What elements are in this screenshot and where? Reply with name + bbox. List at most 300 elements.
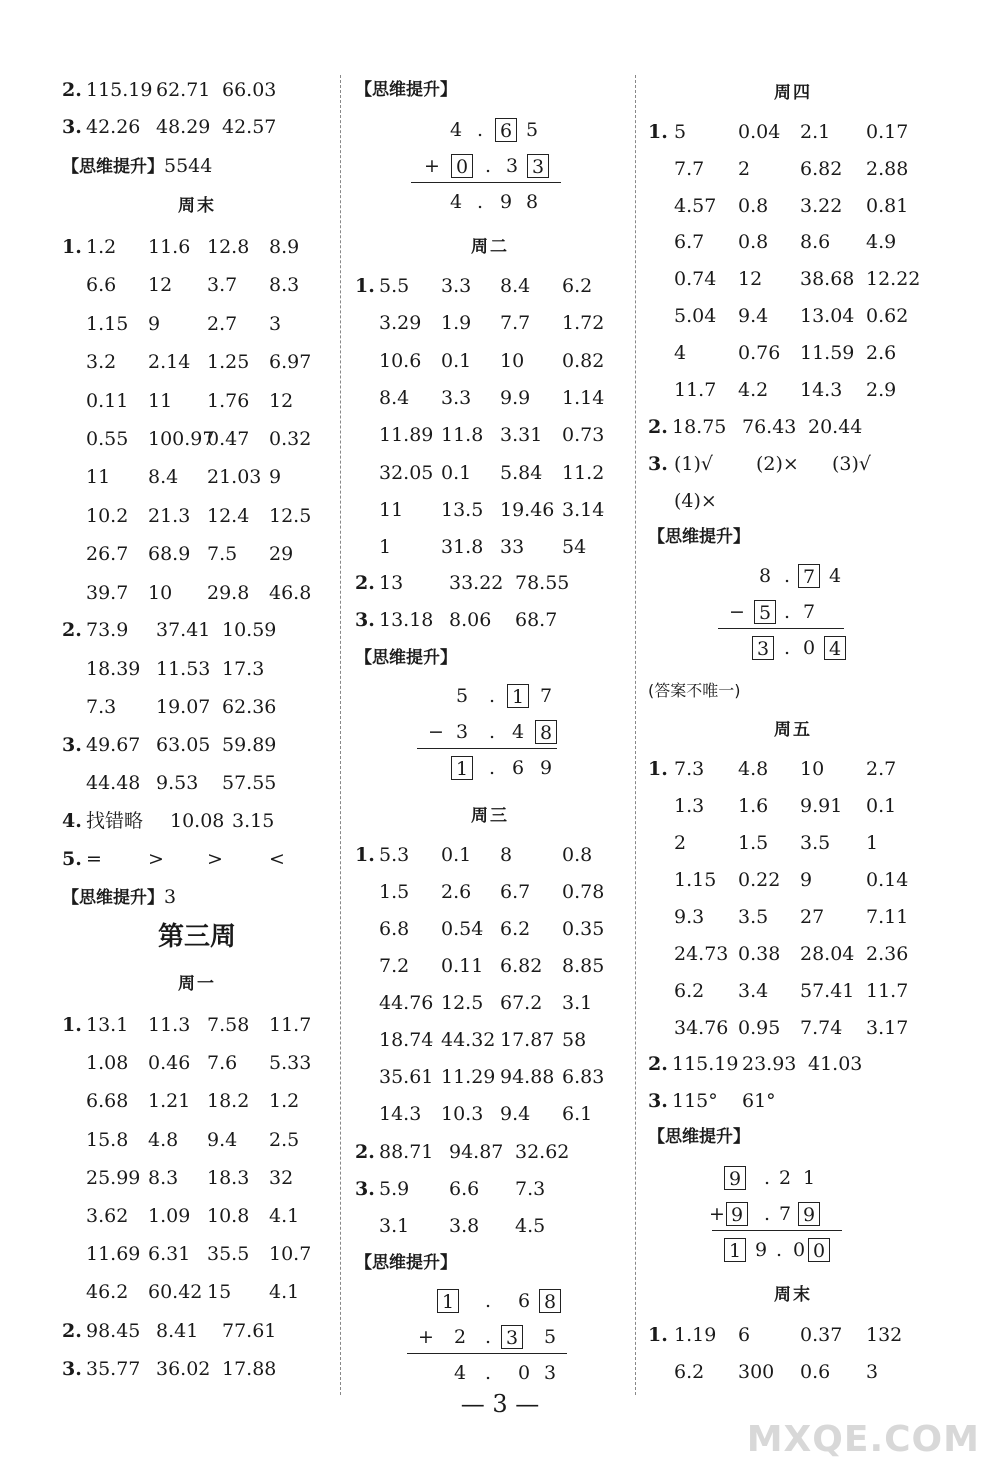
answer-value: 7.74 xyxy=(800,1017,843,1039)
answer-value: 1.5 xyxy=(379,881,410,903)
answer-value: 7.3 xyxy=(515,1178,546,1200)
answer-value: = xyxy=(86,848,102,870)
answer-value: 2.36 xyxy=(866,943,909,965)
page-number: — 3 — xyxy=(460,1390,540,1418)
answer-value: 44.32 xyxy=(441,1029,496,1051)
thinking-tag xyxy=(648,522,750,552)
calc-digit: 4 xyxy=(449,191,463,213)
answer-value: 44.48 xyxy=(86,772,141,794)
answer-value: 10.6 xyxy=(379,349,422,372)
answer-value: 1.08 xyxy=(86,1052,129,1075)
answer-value: 0.1 xyxy=(441,844,472,866)
column-divider-2 xyxy=(635,75,636,1395)
answer-value: 0.82 xyxy=(562,349,605,372)
answer-value: 2.7 xyxy=(866,758,897,780)
answer-value: 0.46 xyxy=(148,1052,191,1075)
answer-value: 7.3 xyxy=(86,696,117,718)
answer-value: 6 xyxy=(738,1324,751,1346)
answer-value: 31.8 xyxy=(441,536,484,559)
answer-value: 找错略 xyxy=(86,810,144,832)
answer-value: 2.7 xyxy=(207,312,238,335)
answer-value: 5.5 xyxy=(379,275,410,297)
answer-value: 18.2 xyxy=(207,1090,250,1113)
calc-line xyxy=(712,1230,842,1231)
calc-digit: 1 xyxy=(802,1167,816,1189)
answer-value: 2.1 xyxy=(800,121,831,143)
answer-value: 11.6 xyxy=(148,236,191,258)
calc-digit: . xyxy=(484,1290,492,1312)
answer-value: 49.67 xyxy=(86,734,141,756)
calc-digit: 6 xyxy=(517,1290,531,1312)
calc-digit: . xyxy=(476,191,484,213)
answer-value: 10.8 xyxy=(207,1205,250,1227)
answer-value: 6.6 xyxy=(86,274,117,297)
calc-digit: 5 xyxy=(455,685,469,707)
answer-value: 77.61 xyxy=(222,1320,277,1342)
item-number: 1. xyxy=(648,758,668,780)
item-number: 3. xyxy=(62,734,82,756)
answer-value: 8 xyxy=(500,844,513,866)
answer-value: 63.05 xyxy=(156,734,211,756)
calc-digit: . xyxy=(484,1362,492,1384)
answer-value: 0.37 xyxy=(800,1324,843,1346)
answer-value: 67.2 xyxy=(500,992,543,1014)
answer-box: 1 xyxy=(437,1289,459,1313)
calc-digit: . xyxy=(484,1326,492,1348)
answer-value: 10 xyxy=(800,758,825,780)
answer-value: 12.8 xyxy=(207,236,250,258)
answer-value: 8.85 xyxy=(562,955,605,977)
section-heading: 周末 xyxy=(178,196,216,216)
vertical-calculation xyxy=(355,118,625,230)
answer-value: 1 xyxy=(866,832,879,854)
answer-value: 300 xyxy=(738,1361,775,1383)
item-number: 3. xyxy=(648,453,668,475)
answer-value: 39.7 xyxy=(86,581,129,604)
item-number: 4. xyxy=(62,810,82,832)
answer-value: < xyxy=(269,848,285,870)
item-number: 3. xyxy=(355,609,375,631)
calc-digit: 2 xyxy=(778,1167,792,1189)
answer-value: 3.29 xyxy=(379,312,422,335)
answer-value: 2 xyxy=(738,157,751,180)
tag-label: 【思维提升】 xyxy=(648,1127,750,1147)
answer-value: 76.43 xyxy=(742,416,797,438)
calc-digit: . xyxy=(488,685,496,707)
answer-box: 9 xyxy=(724,1166,746,1190)
calc-digit: 5 xyxy=(525,119,539,141)
answer-value: 6.97 xyxy=(269,351,312,374)
answer-value: 12 xyxy=(738,268,763,291)
item-number: 2. xyxy=(648,416,668,438)
answer-value: 4.2 xyxy=(738,378,769,401)
answer-value: 1.72 xyxy=(562,312,605,335)
answer-value: 1.21 xyxy=(148,1090,191,1113)
answer-value: 29 xyxy=(269,543,294,566)
item-number: 1. xyxy=(355,275,375,297)
answer-value: 29.8 xyxy=(207,581,250,604)
answer-value: 1.9 xyxy=(441,312,472,335)
answer-value: 12 xyxy=(148,274,173,297)
tag-label: 【思维提升】 xyxy=(355,648,457,668)
answer-value: 11.53 xyxy=(156,657,211,680)
answer-value: 11.7 xyxy=(866,980,909,1002)
answer-value: 58 xyxy=(562,1029,587,1051)
answer-box: 9 xyxy=(726,1202,748,1226)
answer-value: 10.3 xyxy=(441,1103,484,1125)
answer-value: 6.2 xyxy=(500,918,531,940)
item-number: 3. xyxy=(648,1090,668,1112)
answer-value: 9 xyxy=(148,312,161,335)
answer-box: 9 xyxy=(798,1202,820,1226)
answer-value: 1.19 xyxy=(674,1324,717,1346)
answer-value: 27 xyxy=(800,906,825,928)
answer-value: 48.29 xyxy=(156,116,211,138)
answer-value: 4.5 xyxy=(515,1215,546,1237)
answer-value: 3.7 xyxy=(207,274,238,297)
answer-value: 33 xyxy=(500,536,525,559)
tag-label: 【思维提升】 xyxy=(355,80,457,100)
answer-value: 6.83 xyxy=(562,1066,605,1088)
answer-value: 0.73 xyxy=(562,424,605,447)
answer-value: 8.41 xyxy=(156,1320,199,1342)
answer-value: 1.6 xyxy=(738,795,769,817)
calc-digit: + xyxy=(424,155,440,177)
answer-box: 1 xyxy=(724,1238,746,1262)
calc-line xyxy=(718,628,844,629)
answer-value: 0.17 xyxy=(866,121,909,143)
calc-digit: 4 xyxy=(453,1362,467,1384)
answer-value: 10 xyxy=(500,349,525,372)
answer-value: 17.88 xyxy=(222,1358,277,1380)
answer-value: 8.3 xyxy=(269,274,300,297)
calc-digit: 3 xyxy=(543,1362,557,1384)
answer-value: 10.59 xyxy=(222,619,277,641)
answer-value: 11.29 xyxy=(441,1066,496,1088)
answer-value: 0.6 xyxy=(800,1361,831,1383)
answer-value: 11.2 xyxy=(562,461,605,484)
answer-value: 13.5 xyxy=(441,498,484,521)
answer-value: 0.1 xyxy=(441,349,472,372)
watermark: MXQE.COM xyxy=(746,1419,980,1460)
answer-value: 11.7 xyxy=(269,1014,312,1036)
answer-value: 5.33 xyxy=(269,1052,312,1075)
answer-value: 9.4 xyxy=(500,1103,531,1125)
answer-value: 7.5 xyxy=(207,543,238,566)
answer-value: 6.2 xyxy=(674,980,705,1002)
section-heading: 第三周 xyxy=(157,922,236,952)
answer-value: 3 xyxy=(269,312,282,335)
answer-value: 5 xyxy=(674,121,687,143)
calc-digit: 0 xyxy=(792,1239,806,1261)
answer-value: 132 xyxy=(866,1324,903,1346)
tag-label: 【思维提升】 xyxy=(62,888,164,908)
answer-value: 14.3 xyxy=(800,378,843,401)
answer-value: 6.68 xyxy=(86,1090,129,1113)
answer-value: 94.88 xyxy=(500,1066,555,1088)
calc-line xyxy=(407,1353,567,1354)
calc-digit: 9 xyxy=(499,191,513,213)
answer-value: 33.22 xyxy=(449,572,504,594)
answer-value: 3.3 xyxy=(441,386,472,409)
answer-value: 6.31 xyxy=(148,1243,191,1266)
answer-value: 8.4 xyxy=(148,466,179,489)
answer-value: 0.14 xyxy=(866,869,909,891)
answer-value: 0.8 xyxy=(738,194,769,217)
answer-value: 3.22 xyxy=(800,194,843,217)
answer-value: 5.04 xyxy=(674,305,717,327)
thinking-tag xyxy=(355,643,457,673)
answer-box: 3 xyxy=(501,1325,523,1349)
item-number: 2. xyxy=(355,1141,375,1163)
item-number: 3. xyxy=(62,1358,82,1380)
answer-value: 10.08 xyxy=(170,810,225,832)
answer-value: 10.7 xyxy=(269,1243,312,1266)
calc-digit: . xyxy=(484,155,492,177)
answer-box: 1 xyxy=(451,756,473,780)
answer-value: 9 xyxy=(800,869,813,891)
answer-value: 32.05 xyxy=(379,461,434,484)
calc-digit: . xyxy=(783,601,791,623)
answer-value: 115.19 xyxy=(672,1053,739,1075)
answer-value: 35.61 xyxy=(379,1066,434,1088)
answer-value: 12.22 xyxy=(866,268,921,291)
answer-value: 18.39 xyxy=(86,657,141,680)
item-number: 1. xyxy=(355,844,375,866)
answer-value: 57.55 xyxy=(222,772,277,794)
calc-digit: − xyxy=(729,601,745,623)
answer-value: > xyxy=(148,848,164,870)
answer-box: 0 xyxy=(451,154,473,178)
section-heading: 周三 xyxy=(471,806,509,826)
answer-value: 10 xyxy=(148,581,173,604)
calc-digit: − xyxy=(428,721,444,743)
answer-value: 11 xyxy=(379,498,404,521)
answer-value: 6.2 xyxy=(674,1361,705,1383)
answer-value: 1.15 xyxy=(86,312,129,335)
answer-value: 8.4 xyxy=(500,275,531,297)
answer-value: 0.54 xyxy=(441,918,484,940)
answer-value: 9.4 xyxy=(207,1128,238,1151)
answer-value: 57.41 xyxy=(800,980,855,1002)
answer-value: 7.2 xyxy=(379,955,410,977)
answer-value: 98.45 xyxy=(86,1320,141,1342)
section-heading: 周末 xyxy=(774,1285,812,1305)
answer-value: 12.4 xyxy=(207,504,250,527)
calc-digit: 4 xyxy=(828,565,842,587)
answer-value: 1.3 xyxy=(674,795,705,817)
answer-value: 12.5 xyxy=(441,992,484,1014)
item-number: 1. xyxy=(62,236,82,258)
answer-value: 61° xyxy=(742,1090,776,1112)
answer-value: > xyxy=(207,848,223,870)
answer-value: 9.9 xyxy=(500,386,531,409)
answer-value: 6.7 xyxy=(674,231,705,254)
answer-value: 73.9 xyxy=(86,619,129,641)
answer-value: 12 xyxy=(269,389,294,412)
answer-value: 4.9 xyxy=(866,231,897,254)
answer-value: 0.32 xyxy=(269,428,312,450)
answer-box: 3 xyxy=(752,636,774,660)
answer-value: 3.5 xyxy=(800,832,831,854)
answer-value: 0.74 xyxy=(674,268,717,291)
answer-value: 2.88 xyxy=(866,157,909,180)
answer-value: 17.3 xyxy=(222,657,265,680)
answer-value: 62.36 xyxy=(222,696,277,718)
answer-value: 10.2 xyxy=(86,504,129,527)
tag-label: 【思维提升】 xyxy=(62,157,164,177)
answer-value: 115° xyxy=(672,1090,718,1112)
answer-value: 54 xyxy=(562,536,587,559)
item-number: 2. xyxy=(62,1320,82,1342)
answer-value: 11 xyxy=(148,389,173,412)
answer-value: 0.78 xyxy=(562,881,605,903)
answer-value: 19.07 xyxy=(156,696,211,718)
answer-value: 32.62 xyxy=(515,1141,570,1163)
section-heading: 周四 xyxy=(774,83,812,103)
answer-value: 20.44 xyxy=(808,416,863,438)
calc-digit: 7 xyxy=(802,601,816,623)
answer-value: 3.2 xyxy=(86,351,117,374)
answer-value: 1.5 xyxy=(738,832,769,854)
answer-value: 4.8 xyxy=(148,1128,179,1151)
answer-box: 1 xyxy=(507,684,529,708)
answer-value: 3.8 xyxy=(449,1215,480,1237)
calc-digit: . xyxy=(783,565,791,587)
calc-digit: 3 xyxy=(455,721,469,743)
answer-value: 94.87 xyxy=(449,1141,504,1163)
answer-value: 0.8 xyxy=(562,844,593,866)
answer-value: 13.1 xyxy=(86,1014,129,1036)
answer-value: 0.22 xyxy=(738,869,781,891)
answer-value: 3.1 xyxy=(379,1215,410,1237)
answer-value: 9.4 xyxy=(738,305,769,327)
answer-value: 68.7 xyxy=(515,609,558,631)
answer-value: 6.82 xyxy=(500,955,543,977)
answer-value: 115.19 xyxy=(86,79,153,101)
answer-value: 2.9 xyxy=(866,378,897,401)
answer-value: 42.26 xyxy=(86,116,141,138)
item-number: 1. xyxy=(62,1014,82,1036)
answer-value: 7.3 xyxy=(674,758,705,780)
answer-box: 4 xyxy=(824,636,846,660)
answer-value: 11.8 xyxy=(441,424,484,447)
calc-digit: 9 xyxy=(539,757,553,779)
answer-value: 5.9 xyxy=(379,1178,410,1200)
vertical-calculation xyxy=(648,564,938,676)
calc-digit: . xyxy=(763,1203,771,1225)
answer-value: 1.2 xyxy=(86,236,117,258)
answer-value: 7.11 xyxy=(866,906,909,928)
answer-value: (3)√ xyxy=(832,453,872,475)
answer-box: 0 xyxy=(808,1238,830,1262)
answer-value: 100.97 xyxy=(148,428,215,450)
item-number: 1. xyxy=(648,121,668,143)
answer-value: 1.14 xyxy=(562,386,605,409)
tag-label: 【思维提升】 xyxy=(355,1253,457,1273)
calc-digit: . xyxy=(488,721,496,743)
answer-value: 7.58 xyxy=(207,1014,250,1036)
calc-digit: 5 xyxy=(543,1326,557,1348)
answer-value: 0.8 xyxy=(738,231,769,254)
answer-value: 60.42 xyxy=(148,1281,203,1304)
answer-value: 3.1 xyxy=(562,992,593,1014)
answer-value: 2 xyxy=(674,832,687,854)
answer-value: 88.71 xyxy=(379,1141,434,1163)
answer-value: 24.73 xyxy=(674,943,729,965)
answer-value: (2)× xyxy=(756,453,799,475)
answer-value: 3.3 xyxy=(441,275,472,297)
answer-value: 11.89 xyxy=(379,424,434,447)
answer-value: 3.4 xyxy=(738,980,769,1002)
answer-value: 0.35 xyxy=(562,918,605,940)
calc-digit: 2 xyxy=(453,1326,467,1348)
calc-digit: 7 xyxy=(539,685,553,707)
calc-digit: 0 xyxy=(517,1362,531,1384)
answer-value: 15.8 xyxy=(86,1128,129,1151)
calc-digit: . xyxy=(488,757,496,779)
vertical-calculation xyxy=(648,1166,938,1278)
calc-digit: 4 xyxy=(511,721,525,743)
answer-value: 6.2 xyxy=(562,275,593,297)
answer-value: 0.11 xyxy=(441,955,484,977)
item-number: 5. xyxy=(62,848,82,870)
answer-value: 35.5 xyxy=(207,1243,250,1266)
answer-value: 3.5 xyxy=(738,906,769,928)
answer-value: 9.3 xyxy=(674,906,705,928)
answer-value: 36.02 xyxy=(156,1358,211,1380)
answer-value: 34.76 xyxy=(674,1017,729,1039)
calc-digit: 0 xyxy=(802,637,816,659)
answer-value: 2.6 xyxy=(866,341,897,364)
answer-value: 6.1 xyxy=(562,1103,593,1125)
answer-value: 4.8 xyxy=(738,758,769,780)
tag-value: 5544 xyxy=(164,155,213,177)
item-number: 2. xyxy=(648,1053,668,1075)
calc-digit: . xyxy=(775,1239,783,1261)
answer-value: 1.15 xyxy=(674,869,717,891)
answer-value: (1)√ xyxy=(674,453,714,475)
column-divider-1 xyxy=(340,75,341,1395)
answer-value: 0.1 xyxy=(866,795,897,817)
answer-value: 1.25 xyxy=(207,351,250,374)
answer-value: 1.2 xyxy=(269,1090,300,1113)
answer-value: 38.68 xyxy=(800,268,855,291)
answer-value: 15 xyxy=(207,1281,232,1304)
thinking-tag xyxy=(648,1122,750,1152)
answer-value: (4)× xyxy=(674,490,717,512)
answer-value: 11.59 xyxy=(800,341,855,364)
answer-value: 4.57 xyxy=(674,194,717,217)
answer-value: 5.84 xyxy=(500,461,543,484)
calc-digit: 7 xyxy=(778,1203,792,1225)
answer-value: 9 xyxy=(269,466,282,489)
answer-value: 6.82 xyxy=(800,157,843,180)
answer-value: 19.46 xyxy=(500,498,555,521)
answer-value: 6.7 xyxy=(500,881,531,903)
answer-box: 7 xyxy=(798,564,820,588)
item-number: 2. xyxy=(62,619,82,641)
answer-value: 11.3 xyxy=(148,1014,191,1036)
answer-value: 5.3 xyxy=(379,844,410,866)
answer-value: 23.93 xyxy=(742,1053,797,1075)
calc-digit: + xyxy=(709,1203,725,1225)
tag-label: 【思维提升】 xyxy=(648,527,750,547)
calc-digit: 8 xyxy=(525,191,539,213)
answer-value: 13 xyxy=(379,572,404,594)
answer-value: 0.81 xyxy=(866,194,909,217)
thinking-tag xyxy=(62,882,176,912)
